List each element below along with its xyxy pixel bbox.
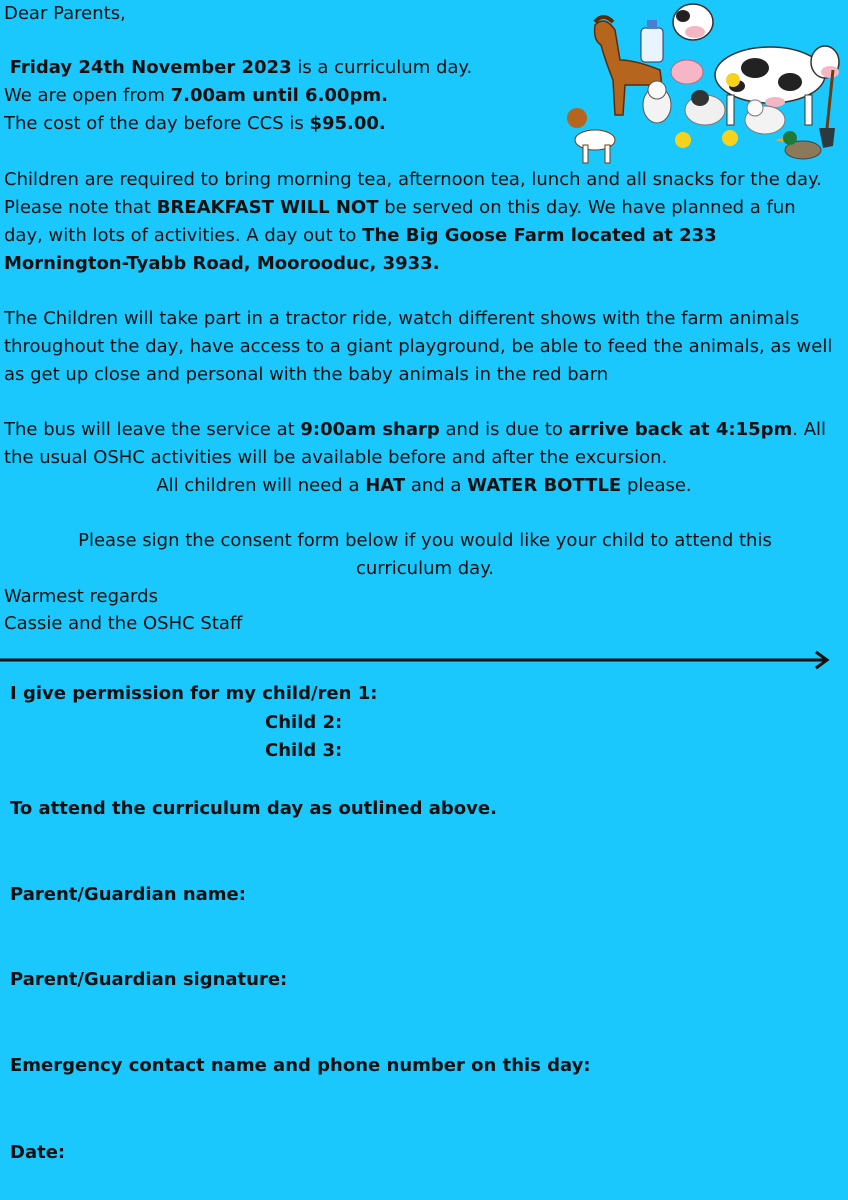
reminder-line: [0, 472, 848, 500]
intro-date-line: [4, 54, 472, 82]
attend-statement: To attend the curriculum day as outlined above.: [10, 798, 497, 819]
cost-line: [4, 110, 386, 138]
permission-label: I give permission for my child/ren 1:: [10, 683, 378, 704]
duck-figure: [775, 131, 821, 159]
goat-figure: [643, 81, 671, 123]
parent-name-label: Parent/Guardian name:: [10, 884, 246, 905]
opening-hours: 7.00am until 6.00pm.: [170, 85, 388, 106]
bus-text-2: and is due to: [439, 419, 569, 440]
milk-bottle: [641, 20, 663, 62]
opening-hours-line: [4, 82, 388, 110]
requirements-text-1: Children are required to bring morning tea, afternoon tea, lunch and all snacks for the day. Please note that: [4, 169, 822, 218]
cow-head-top: [673, 4, 713, 40]
farm-animals-illustration: [565, 0, 848, 170]
bus-text-1: The bus will leave the service at: [4, 419, 301, 440]
child-2-label: Child 2:: [265, 712, 343, 733]
bus-text-3: . All the usual OSHC activities will be available before and after the excursion.: [4, 419, 827, 468]
dog-figure: [567, 108, 615, 163]
signature-staff: Cassie and the OSHC Staff: [4, 613, 243, 634]
activities-paragraph: The Children will take part in a tractor ride, watch different shows with the farm animals throughout the day, have access to a giant playground, be able to feed the animals, as well as get up close and personal with the baby animals in the red barn: [4, 308, 833, 385]
opening-hours-prefix: We are open from: [4, 85, 171, 106]
reminder-text-3: please.: [621, 475, 692, 496]
cut-line-arrow: [0, 648, 848, 672]
farm-location: The Big Goose Farm located at 233 Mornington-Tyabb Road, Moorooduc, 3933.: [4, 225, 717, 274]
requirements-paragraph: [4, 166, 840, 278]
hat-item: HAT: [365, 475, 406, 496]
cost-prefix: The cost of the day before CCS is: [4, 113, 310, 134]
reminder-text-2: and a: [405, 475, 468, 496]
event-date: Friday 24th November 2023: [9, 57, 292, 78]
water-bottle-item: WATER BOTTLE: [467, 475, 622, 496]
greeting: Dear Parents,: [4, 3, 126, 24]
departure-time: 9:00am sharp: [300, 419, 440, 440]
consent-request: Please sign the consent form below if you would like your child to attend this curriculum day.: [78, 530, 772, 579]
bus-paragraph: [4, 416, 840, 472]
emergency-contact-label: Emergency contact name and phone number on this day:: [10, 1055, 591, 1076]
signoff: Warmest regards: [4, 586, 158, 607]
child-3-label: Child 3:: [265, 740, 343, 761]
event-date-suffix: is a curriculum day.: [291, 57, 473, 78]
reminder-text-1: All children will need a: [156, 475, 366, 496]
parent-signature-label: Parent/Guardian signature:: [10, 969, 288, 990]
breakfast-notice: BREAKFAST WILL NOT: [156, 197, 379, 218]
return-time: arrive back at 4:15pm: [568, 419, 793, 440]
date-label: Date:: [10, 1142, 66, 1163]
cost-value: $95.00.: [309, 113, 386, 134]
requirements-text-2: be served on this day. We have planned a fun day, with lots of activities. A day out to: [4, 197, 796, 246]
pig-figure: [671, 60, 703, 84]
